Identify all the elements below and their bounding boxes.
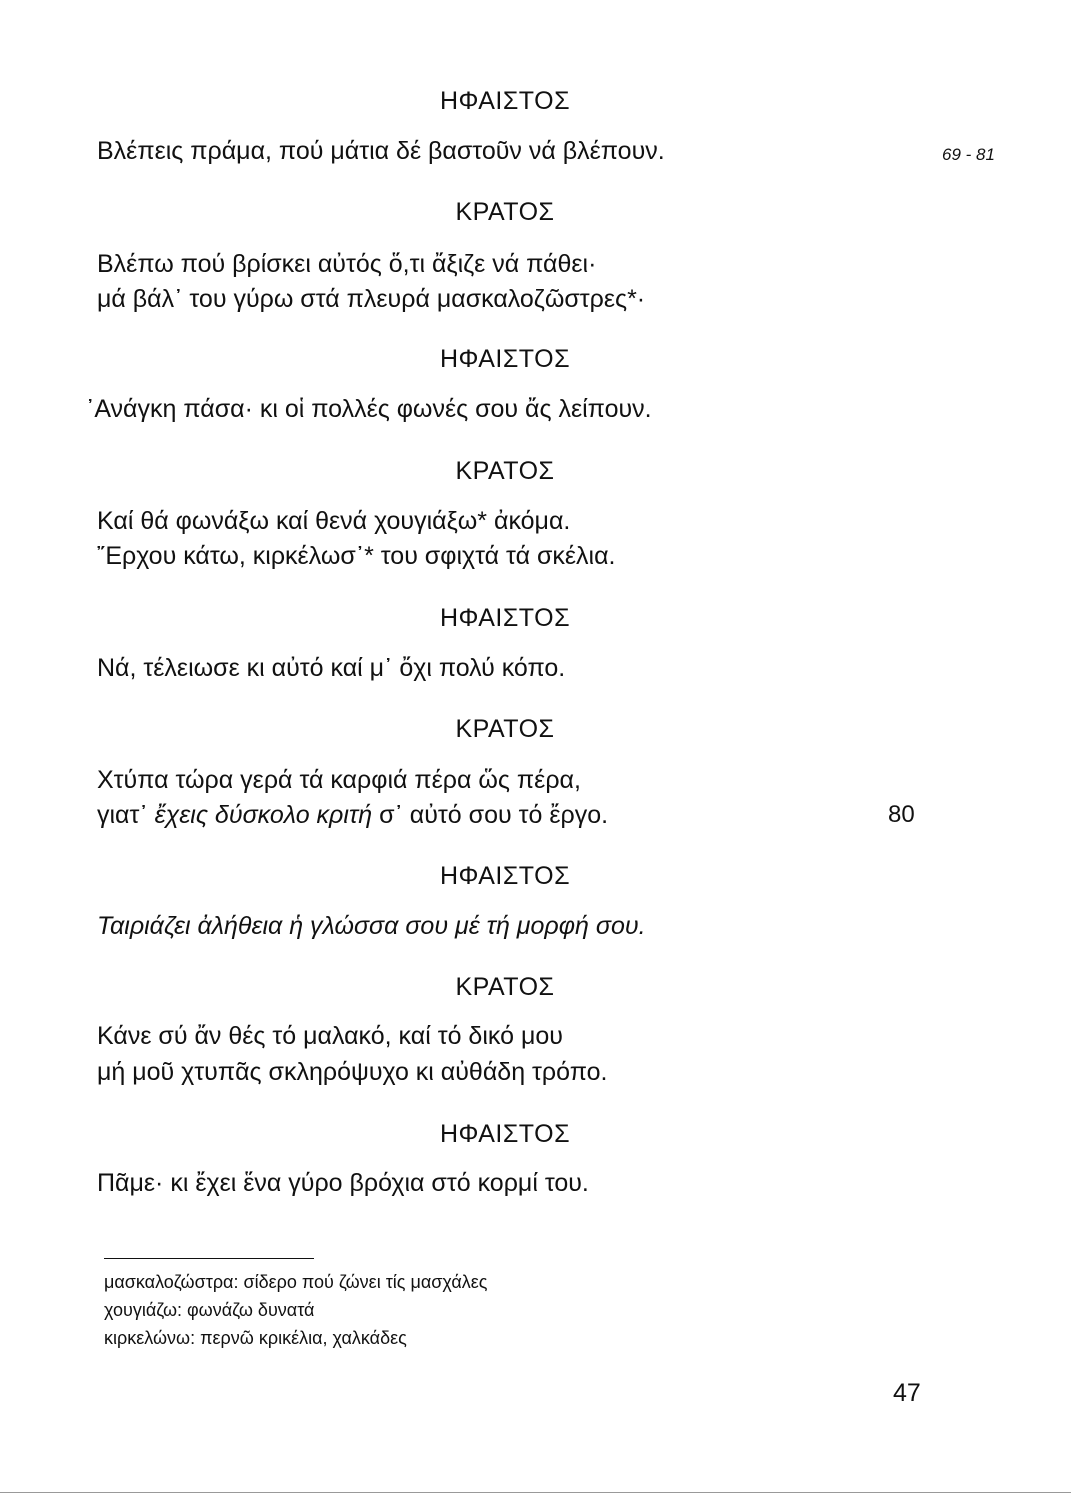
speaker-heading: ΗΦΑΙΣΤΟΣ [439, 604, 571, 632]
speaker-heading: ΚΡΑΤΟΣ [455, 715, 555, 743]
verse-line: Ταιριάζει ἀλήθεια ἡ γλώσσα σου μέ τή μορφή σου. [97, 912, 646, 940]
footnote: κιρκελώνω: περνῶ κρικέλια, χαλκάδες [104, 1328, 407, 1348]
verse-line: Χτύπα τώρα γερά τά καρφιά πέρα ὥς πέρα, [97, 766, 581, 794]
page-number: 47 [893, 1379, 921, 1407]
line-number: 80 [888, 801, 915, 828]
verse-line: μή μοῦ χτυπᾶς σκληρόψυχο κι αὐθάδη τρόπο. [97, 1058, 608, 1086]
footnote: μασκαλοζώστρα: σίδερο πού ζώνει τίς μασχάλες [104, 1272, 488, 1292]
speaker-heading: ΚΡΑΤΟΣ [455, 973, 555, 1001]
verse-line: Βλέπεις πράμα, πού μάτια δέ βαστοῦν νά βλέπουν. [97, 137, 665, 165]
speaker-heading: ΚΡΑΤΟΣ [455, 457, 555, 485]
speaker-heading: ΗΦΑΙΣΤΟΣ [439, 862, 571, 890]
verse-line: Κάνε σύ ἄν θές τό μαλακό, καί τό δικό μου [97, 1022, 563, 1050]
verse-text: σ᾽ αὐτό σου τό ἔργο. [372, 801, 609, 829]
verse-line: Καί θά φωνάξω καί θενά χουγιάξω* ἀκόμα. [97, 507, 571, 535]
page-edge [0, 1492, 1071, 1493]
verse-line: μά βάλ᾽ του γύρω στά πλευρά μασκαλοζῶστρες*· [97, 285, 646, 313]
verse-text: γιατ᾽ [97, 801, 155, 829]
verse-line: Πᾶμε· κι ἔχει ἕνα γύρο βρόχια στό κορμί του. [97, 1169, 589, 1197]
verse-line: Νά, τέλειωσε κι αὐτό καί μ᾽ ὄχι πολύ κόπο. [97, 654, 566, 682]
footnote: χουγιάζω: φωνάζω δυνατά [104, 1300, 315, 1320]
speaker-heading: ΚΡΑΤΟΣ [455, 198, 555, 226]
verse-text-italic: ἔχεις δύσκολο κριτή [154, 801, 373, 829]
footnote-separator [104, 1258, 314, 1259]
verse-line: Βλέπω πού βρίσκει αὐτός ὅ,τι ἄξιζε νά πάθει· [97, 250, 597, 278]
verse-line [97, 801, 608, 830]
verse-line: ῎Ερχου κάτω, κιρκέλωσ᾽* του σφιχτά τά σκέλια. [97, 542, 616, 570]
verse-line: ᾽Ανάγκη πάσα· κι οἱ πολλές φωνές σου ἄς λείπουν. [86, 395, 652, 423]
speaker-heading: ΗΦΑΙΣΤΟΣ [439, 87, 571, 115]
speaker-heading: ΗΦΑΙΣΤΟΣ [439, 1120, 571, 1148]
speaker-heading: ΗΦΑΙΣΤΟΣ [439, 345, 571, 373]
line-range-reference: 69 - 81 [942, 145, 995, 164]
